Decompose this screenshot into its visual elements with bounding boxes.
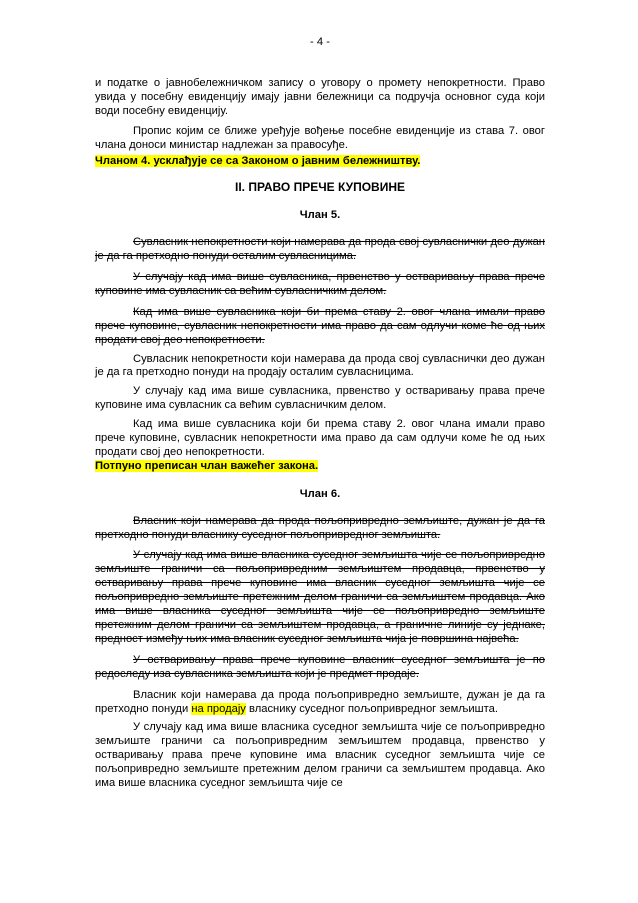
page-number: - 4 - xyxy=(310,36,330,48)
struck-paragraph: У остваривању права прече куповине власник суседног земљишта је по редоследу иза сувласника земљишта који је предмет продаје. xyxy=(95,653,545,680)
current-paragraph: Власник који намерава да прода пољопривредно земљиште, дужан је да га претходно понуди на продају власнику суседног пољопривредног земљишта. xyxy=(95,688,545,715)
article-heading: Члан 6. xyxy=(299,487,341,500)
paragraph-regulation: Пропис којим се ближе уређује вођење посебне евиденције из става 7. овог члана доноси министар надлежан за правосуђе. xyxy=(95,124,545,151)
current-paragraph: Сувласник непокретности који намерава да прода свој сувласнички део дужан је да га претходно понуди на продају осталим сувласницима. xyxy=(95,352,545,379)
section-title: II. ПРАВО ПРЕЧЕ КУПОВИНЕ xyxy=(234,180,406,195)
struck-paragraph: У случају кад има више сувласника, првенство у остваривању права прече куповине има сувласник са већим сувласничким делом. xyxy=(95,270,545,297)
current-paragraph: Кад има више сувласника који би према ставу 2. овог члана имали право прече куповине, сувласник непокретности има право да сам одлучи коме ће од њих продати свој део непокретности. xyxy=(95,418,545,458)
struck-paragraph: Сувласник непокретности који намерава да прода свој сувласнички део дужан је да га претходно понуди осталим сувласницима. xyxy=(95,236,545,263)
highlighted-phrase: на продају xyxy=(191,702,246,715)
struck-paragraph: Кад има више сувласника који би према ставу 2. овог члана имали право прече куповине, сувласник непокретности има право да сам одлучи коме ће од њих продати свој део непокретности. xyxy=(95,305,545,346)
highlighted-note: Чланом 4. усклађује се са Законом о јавним бележништву. xyxy=(95,155,421,168)
struck-paragraph: Власник који намерава да прода пољопривредно земљиште, дужан је да га претходно понуди власнику суседног пољопривредног земљишта. xyxy=(95,514,545,541)
paragraph-continuation: и податке о јавнобележничком запису о уговору о промету непокретности. Право увида у посебну евиденцију имају јавни бележници са подручја основног суда који води посебну евиденцију. xyxy=(95,76,545,117)
current-paragraph: У случају кад има више власника суседног земљишта чије се пољопривредно земљиште граничи са пољопривредним земљиштем продавца, првенство у остваривању права прече куповине има власник суседног земљишта чије се пољопривредно земљиште претежним делом граничи са земљиштем продавца. Ако има више власника суседног земљишта чије се xyxy=(95,721,545,790)
struck-paragraph: У случају кад има више власника суседног земљишта чије се пољопривредно земљиште граничи са пољопривредним земљиштем продавца, првенство у остваривању права прече куповине има власник суседног земљишта чије се пољопривредно земљиште претежним делом граничи са земљиштем продавца. Ако има више власника суседног земљишта чије се пољопривредно земљиште претежним делом граничи са земљиштем продавца, а граничне линије су једнаке, предност између њих има власник суседног земљишта чија је површина највећа. xyxy=(95,549,545,645)
article-heading: Члан 5. xyxy=(299,209,341,222)
highlighted-note: Потпуно преписан члан важећег закона. xyxy=(95,459,319,472)
document-page xyxy=(95,36,545,798)
current-paragraph: У случају кад има више сувласника, првенство у остваривању права прече куповине има сувласник са већим сувласничким делом. xyxy=(95,385,545,412)
